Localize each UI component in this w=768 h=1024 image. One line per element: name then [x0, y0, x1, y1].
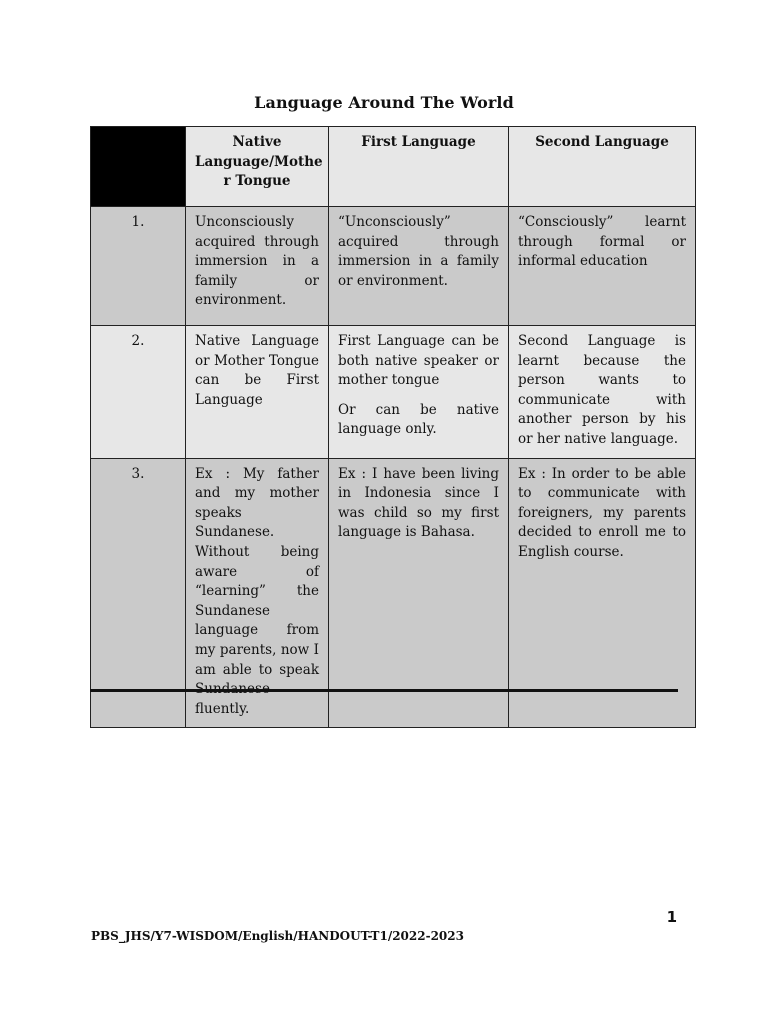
table-bottom-rule: [90, 689, 678, 692]
page-number: 1: [666, 908, 677, 926]
row-number: 2.: [91, 326, 186, 459]
language-comparison-table: [90, 126, 696, 728]
table-header-row: [91, 127, 696, 207]
row-number: 3.: [91, 458, 186, 728]
native-cell: Ex : My father and my mother speaks Sundanese. Without being aware of “learning” the Sundanese language from my parents, now I am able to speak fluently.: [186, 458, 329, 728]
first-language-cell: Ex : I have been living in Indonesia since I was child so my first language is Bahasa.: [329, 458, 509, 728]
second-language-cell: Ex : In order to be able to communicate with foreigners, my parents decided to enroll me to English course.: [509, 458, 696, 728]
header-second-language: Second Language: [509, 127, 696, 207]
document-title: Language Around The World: [254, 93, 514, 112]
header-first-language: First Language: [329, 127, 509, 207]
header-corner-cell: [91, 127, 186, 207]
footer-document-code: PBS_JHS/Y7-WISDOM/English/HANDOUT-T1/2022-2023: [91, 929, 464, 943]
table-row: [91, 207, 696, 326]
native-cell: Native Language or Mother Tongue can be First Language: [186, 326, 329, 459]
second-language-cell: “Consciously” learnt through formal or informal education: [509, 207, 696, 326]
header-native-language: Native Language/Mothe r Tongue: [186, 127, 329, 207]
first-language-cell: First Language can be both native speaker or mother tongue Or can be native language only.: [329, 326, 509, 459]
table-row: [91, 458, 696, 728]
row-number: 1.: [91, 207, 186, 326]
second-language-cell: Second Language is learnt because the person wants to communicate with another person by his or her native language.: [509, 326, 696, 459]
table-row: [91, 326, 696, 459]
native-cell: Unconsciously acquired through immersion in a family or environment.: [186, 207, 329, 326]
first-language-cell: “Unconsciously” acquired through immersion in a family or environment.: [329, 207, 509, 326]
